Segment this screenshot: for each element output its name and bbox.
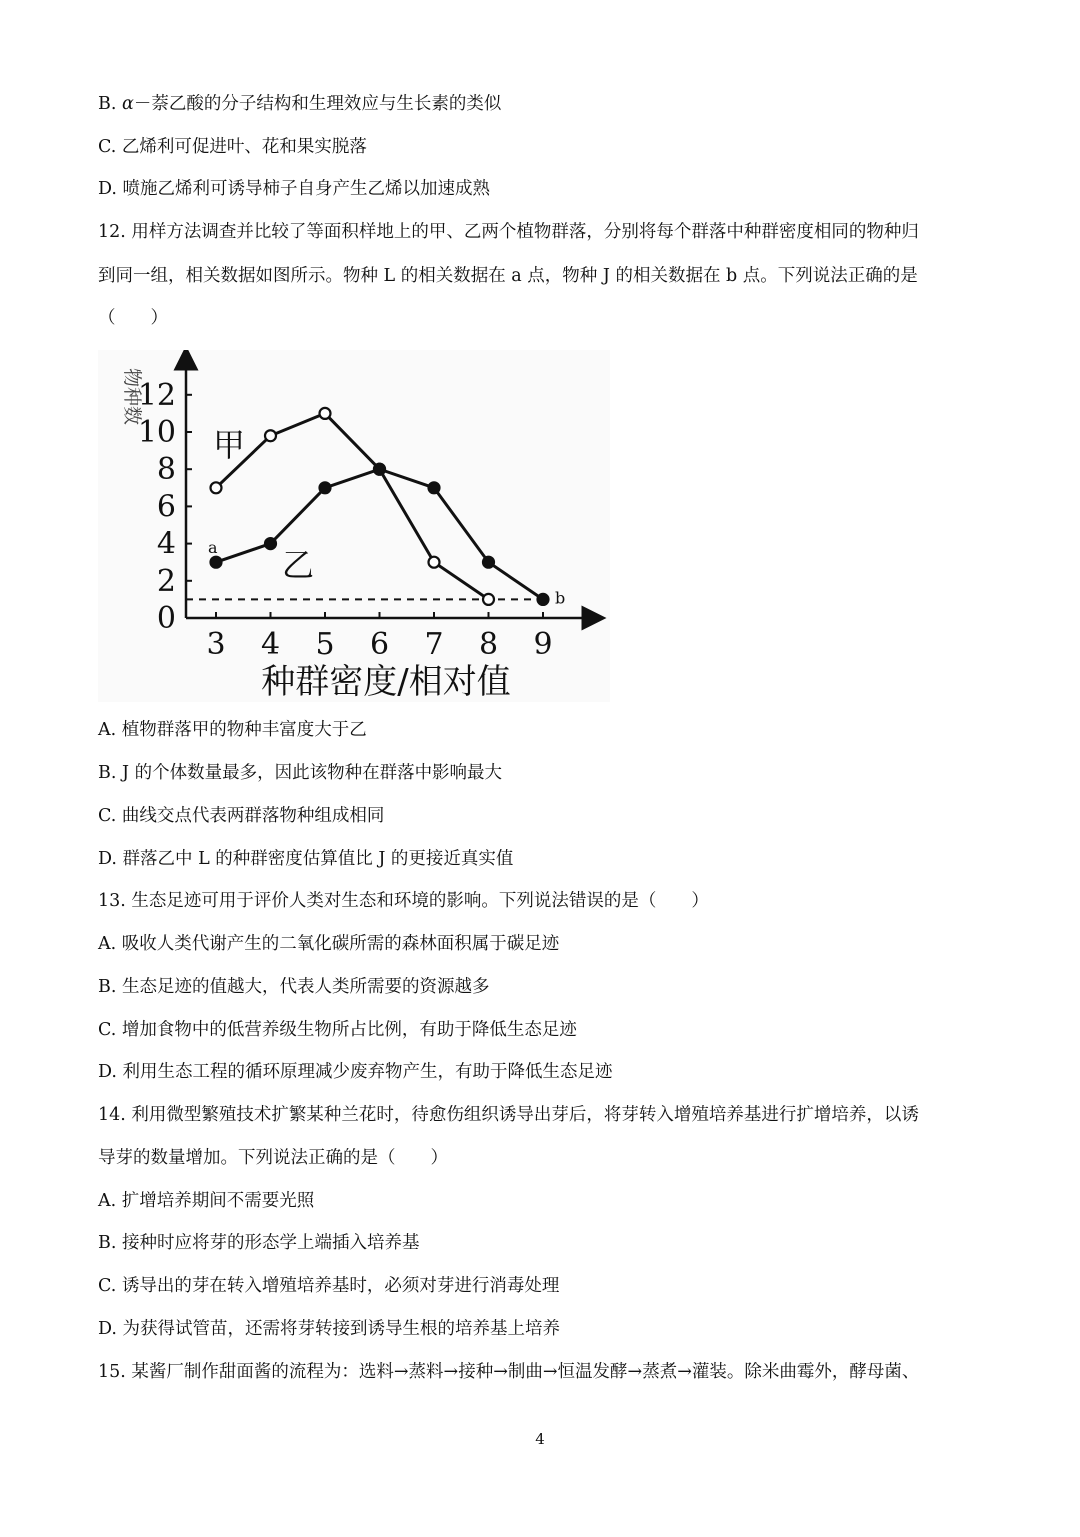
series-label-jia: 甲 <box>213 426 246 464</box>
question-15: 15. 某酱厂制作甜面酱的流程为：选料→蒸料→接种→制曲→恒温发酵→蒸煮→灌装。除米曲霉外，酵母菌、 <box>98 1362 920 1382</box>
option-label: B. <box>98 94 122 114</box>
x-tick-label: 6 <box>369 627 390 662</box>
option-text: －萘乙酸的分子结构和生理效应与生长素的类似 <box>133 94 502 114</box>
option-q13-b: B. 生态足迹的值越大，代表人类所需要的资源越多 <box>98 977 490 997</box>
chart-ticks <box>138 378 553 662</box>
point-annotation-a: a <box>208 538 218 558</box>
y-tick-label: 8 <box>156 452 176 488</box>
series-label-yi: 乙 <box>282 546 315 584</box>
question-14-line-1: 14. 利用微型繁殖技术扩繁某种兰花时，待愈伤组织诱导出芽后，将芽转入增殖培养基进行扩增培养，以诱 <box>98 1105 919 1125</box>
y-tick-label: 10 <box>137 415 176 450</box>
question-12-line-2: 到同一组，相关数据如图所示。物种 L 的相关数据在 a 点，物种 J 的相关数据在 b 点。下列说法正确的是 <box>98 266 918 286</box>
question-12-line-1: 12. 用样方法调查并比较了等面积样地上的甲、乙两个植物群落，分别将每个群落中种群密度相同的物种归 <box>98 222 919 242</box>
chart-svg <box>98 350 610 702</box>
x-tick-label: 8 <box>478 627 499 662</box>
data-point-filled <box>320 482 331 493</box>
x-tick-label: 9 <box>533 627 553 662</box>
data-point-filled <box>265 538 276 549</box>
y-tick-label: 12 <box>137 377 176 413</box>
option-q13-c: C. 增加食物中的低营养级生物所占比例，有助于降低生态足迹 <box>98 1020 577 1040</box>
species-density-chart <box>98 350 610 702</box>
chart-series <box>211 408 549 605</box>
question-14-line-2: 导芽的数量增加。下列说法正确的是（ ） <box>98 1148 448 1168</box>
data-point-open <box>483 594 494 605</box>
option-q14-a: A. 扩增培养期间不需要光照 <box>98 1191 315 1211</box>
y-tick-label: 4 <box>156 526 176 562</box>
option-q12-d: D. 群落乙中 L 的种群密度估算值比 J 的更接近真实值 <box>98 849 514 869</box>
data-point-filled <box>483 557 494 568</box>
chart-labels <box>121 368 565 702</box>
option-q13-a: A. 吸收人类代谢产生的二氧化碳所需的森林面积属于碳足迹 <box>98 934 560 954</box>
y-tick-label: 2 <box>156 563 176 599</box>
x-tick-label: 5 <box>315 627 335 662</box>
option-q12-b: B. J 的个体数量最多，因此该物种在群落中影响最大 <box>98 763 503 783</box>
alpha-symbol: α <box>122 94 134 114</box>
data-point-filled <box>538 594 549 605</box>
data-point-filled <box>374 464 385 475</box>
y-tick-label: 0 <box>156 601 176 636</box>
point-annotation-b: b <box>555 588 566 608</box>
question-13: 13. 生态足迹可用于评价人类对生态和环境的影响。下列说法错误的是（ ） <box>98 891 709 911</box>
option-q14-d: D. 为获得试管苗，还需将芽转接到诱导生根的培养基上培养 <box>98 1319 561 1339</box>
data-point-open <box>211 482 222 493</box>
question-12-line-3: （ ） <box>98 308 168 328</box>
x-tick-label: 7 <box>424 627 444 662</box>
option-q14-b: B. 接种时应将芽的形态学上端插入培养基 <box>98 1233 420 1253</box>
option-q13-d: D. 利用生态工程的循环原理减少废弃物产生，有助于降低生态足迹 <box>98 1062 613 1082</box>
option-q12-a: A. 植物群落甲的物种丰富度大于乙 <box>98 720 367 740</box>
data-point-filled <box>211 557 222 568</box>
data-point-filled <box>429 482 440 493</box>
option-q11-d: D. 喷施乙烯利可诱导柿子自身产生乙烯以加速成熟 <box>98 179 491 199</box>
x-axis-label: 种群密度/相对值 <box>261 662 511 702</box>
data-point-open <box>265 430 276 441</box>
x-tick-label: 3 <box>206 627 226 662</box>
y-axis-label: 物种数 <box>121 368 143 426</box>
option-q14-c: C. 诱导出的芽在转入增殖培养基时，必须对芽进行消毒处理 <box>98 1276 560 1296</box>
page-number: 4 <box>535 1430 545 1448</box>
series-line-yi <box>216 469 543 599</box>
x-tick-label: 4 <box>260 627 281 662</box>
option-q11-c: C. 乙烯利可促进叶、花和果实脱落 <box>98 137 367 157</box>
data-point-open <box>429 557 440 568</box>
data-point-open <box>320 408 331 419</box>
y-tick-label: 6 <box>156 489 176 525</box>
option-q11-b <box>98 92 501 116</box>
option-q12-c: C. 曲线交点代表两群落物种组成相同 <box>98 806 385 826</box>
